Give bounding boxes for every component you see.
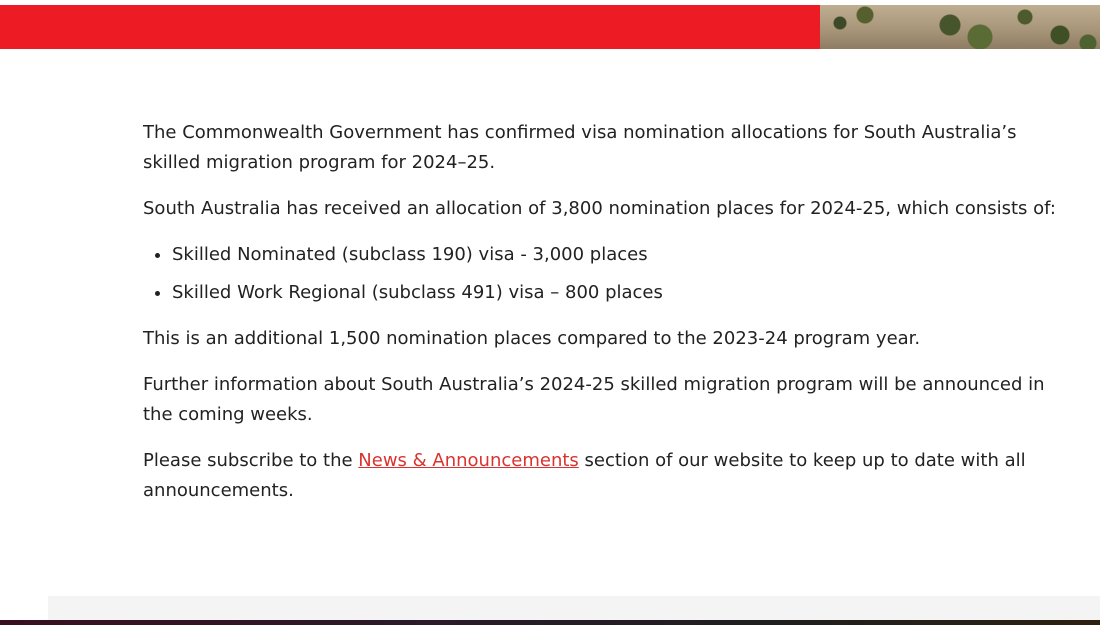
intro-paragraph: The Commonwealth Government has confirmed visa nomination allocations for South Australia’s skilled migration program for 2024–25. [143, 122, 1017, 173]
allocation-paragraph: South Australia has received an allocation of 3,800 nomination places for 2024-25, which consists of: [143, 198, 1056, 219]
subscribe-paragraph [143, 446, 1063, 506]
allocation-list [143, 240, 1063, 308]
footer-band [48, 596, 1100, 620]
bottom-edge-strip [0, 620, 1100, 625]
subscribe-text-before: Please subscribe to the [143, 450, 359, 471]
article-content [143, 118, 1063, 522]
banner-photo-image [820, 5, 1100, 49]
additional-places-paragraph: This is an additional 1,500 nomination places compared to the 2023-24 program year. [143, 328, 921, 349]
further-info-paragraph: Further information about South Australia’s 2024-25 skilled migration program will be announced in the coming weeks. [143, 374, 1045, 425]
list-item-subclass-491: • Skilled Work Regional (subclass 491) visa – 800 places [172, 278, 1063, 308]
list-item-subclass-190: • Skilled Nominated (subclass 190) visa - 3,000 places [172, 240, 1063, 270]
news-announcements-link[interactable]: News & Announcements [358, 450, 579, 471]
red-banner [0, 5, 820, 49]
subscribe-text-after: section of our website to keep up to date with all announcements. [143, 450, 1026, 501]
